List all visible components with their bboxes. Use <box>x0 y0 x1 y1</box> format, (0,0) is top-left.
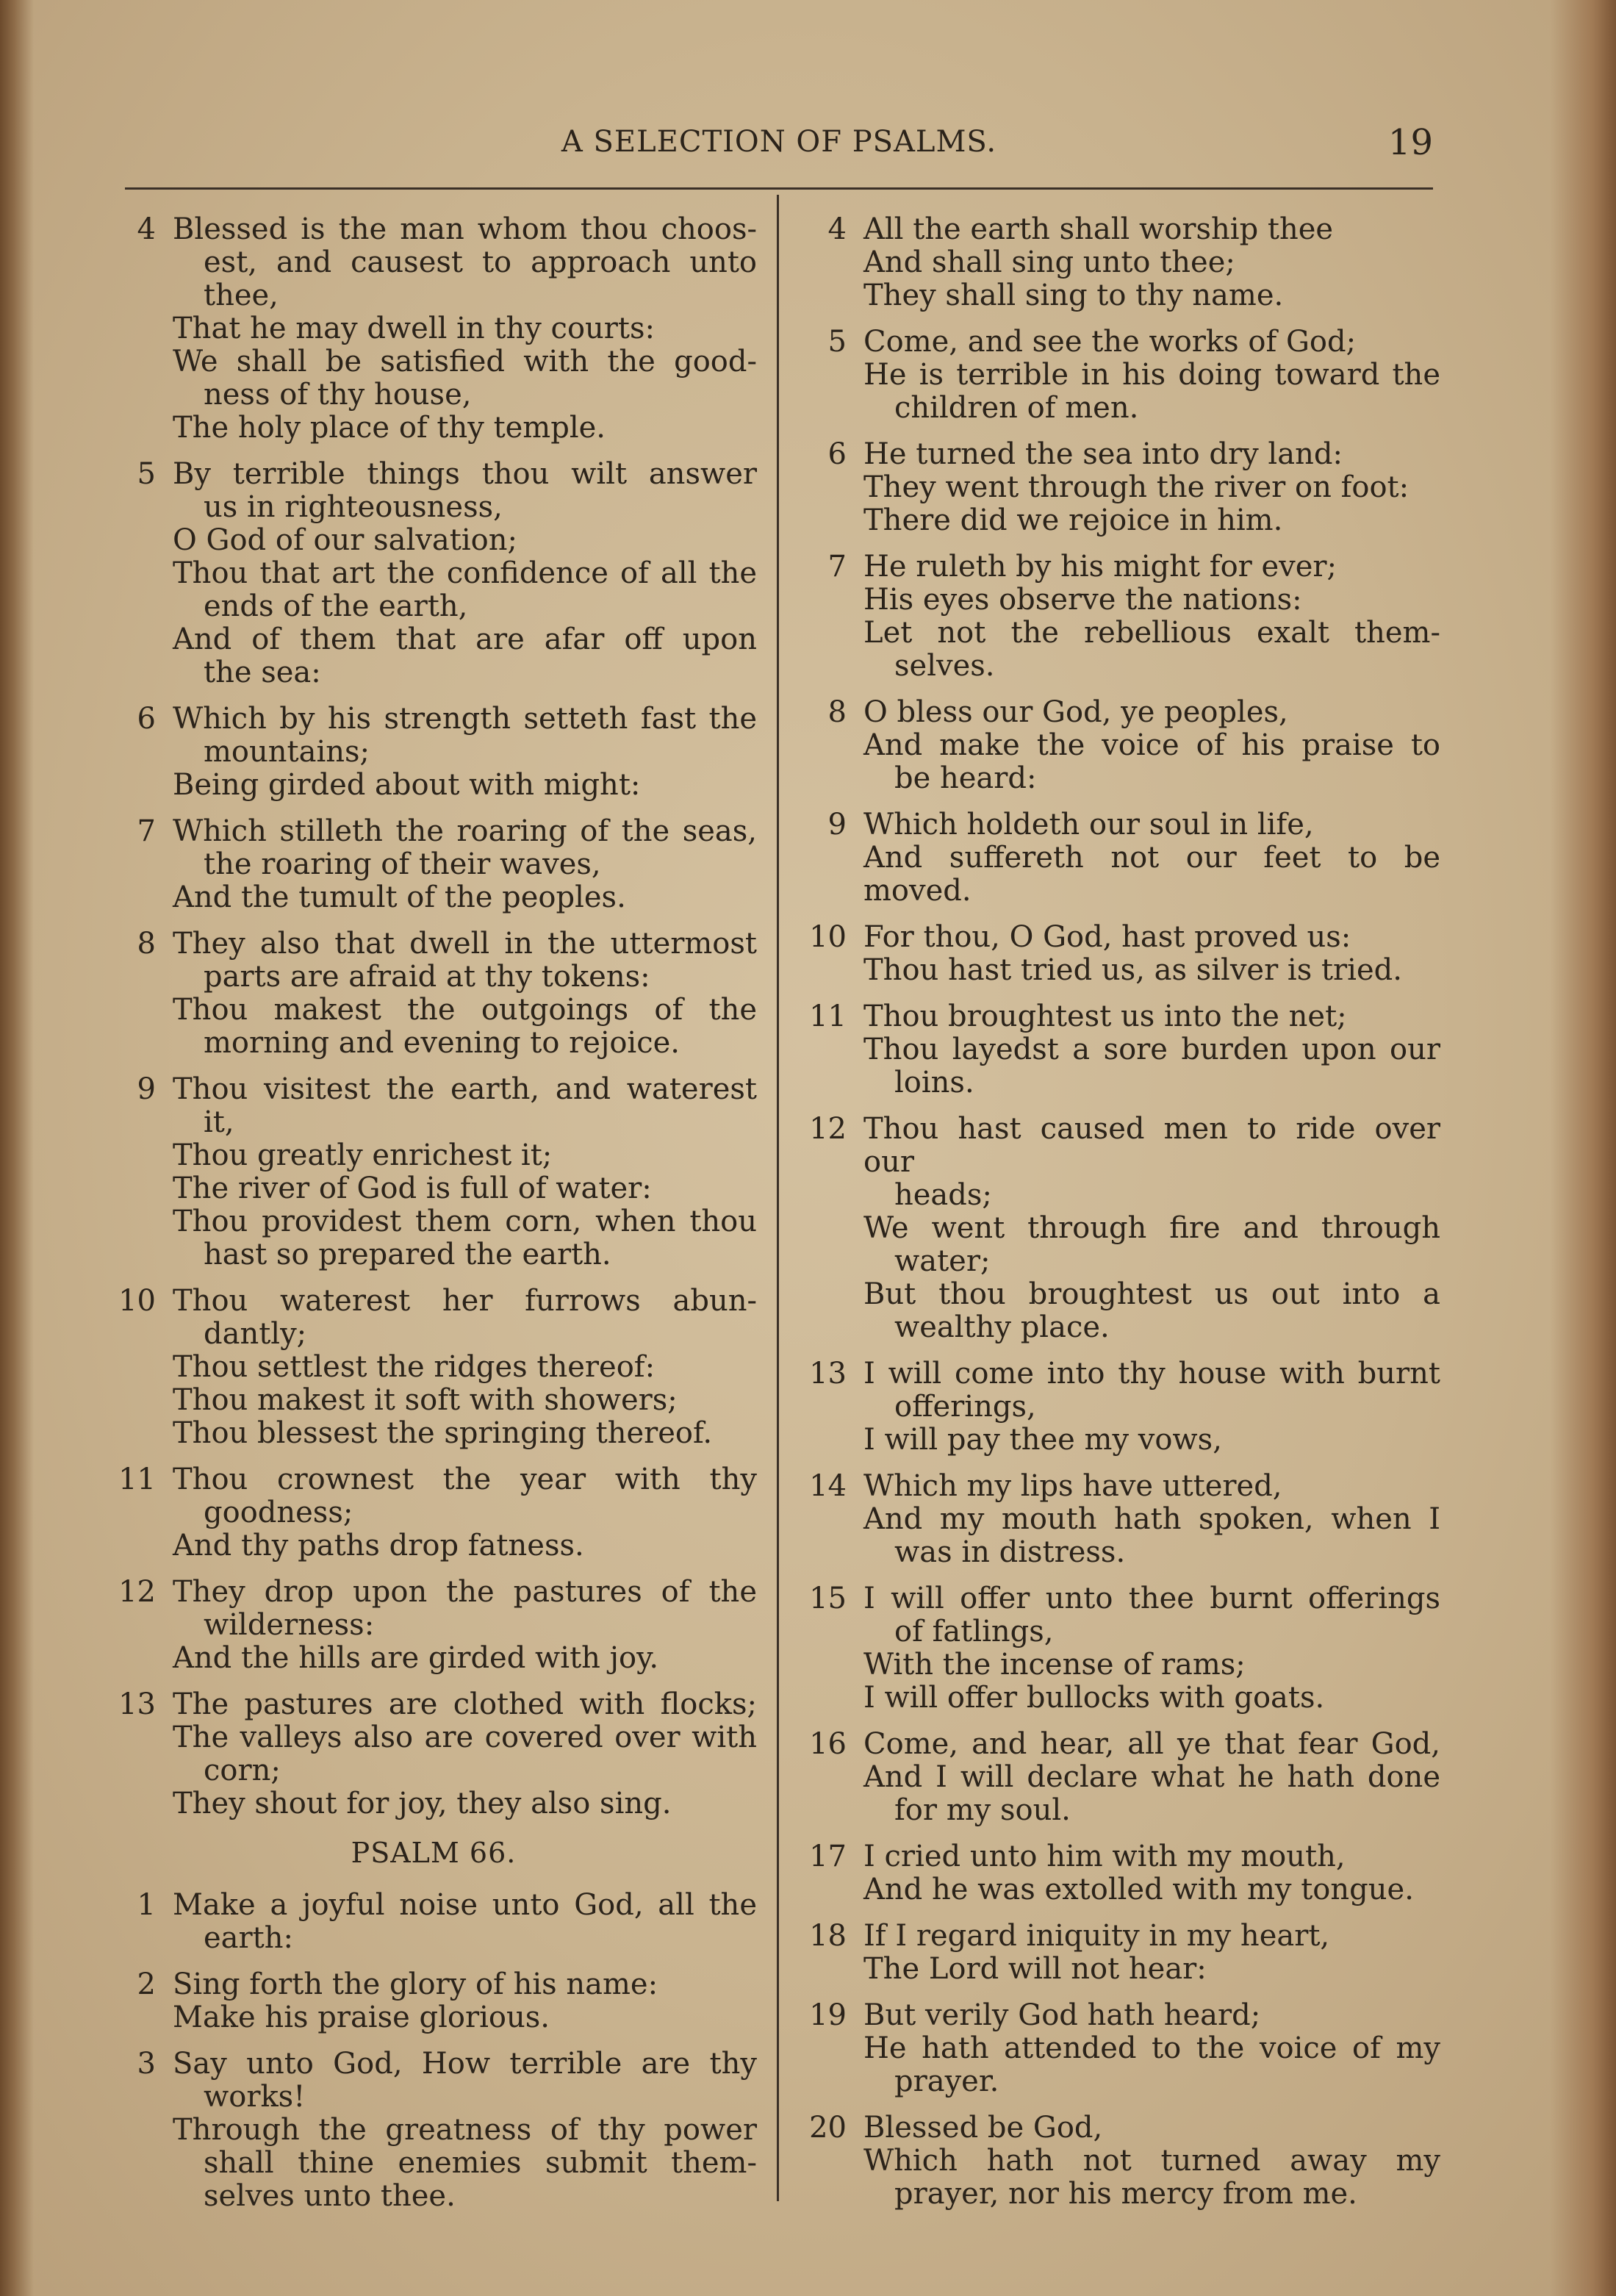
verse <box>801 326 1440 425</box>
verse-line: The pastures are clothed with flocks; <box>173 1687 757 1721</box>
verse-line: I will pay thee my vows, <box>863 1423 1222 1457</box>
verse-line: Let not the rebellious exalt them- <box>863 616 1440 650</box>
verse <box>801 696 1440 795</box>
verse-line: With the incense of rams; <box>863 1648 1246 1682</box>
verse-line: heads; <box>894 1178 992 1212</box>
verse-line: est, and causest to approach unto <box>204 245 757 279</box>
verse-number: 12 <box>118 1575 156 1609</box>
verse-line: us in righteousness, <box>204 490 503 524</box>
verse <box>110 213 757 445</box>
verse <box>801 2112 1440 2211</box>
verse-line: of fatlings, <box>894 1615 1054 1649</box>
verse-line: it, <box>204 1105 234 1139</box>
verse <box>801 438 1440 537</box>
verse-line: And shall sing unto thee; <box>863 245 1235 279</box>
verse-number: 11 <box>809 1000 847 1033</box>
verse <box>801 1000 1440 1099</box>
verse <box>801 550 1440 683</box>
verse-line: And make the voice of his praise to <box>863 728 1440 762</box>
verse-line: prayer, nor his mercy from me. <box>894 2177 1357 2211</box>
verse-line: If I regard iniquity in my heart, <box>863 1919 1330 1953</box>
verse-line: They also that dwell in the uttermost <box>173 927 757 961</box>
verse-line: Make a joyful noise unto God, all the <box>173 1888 757 1922</box>
verse-line: O God of our salvation; <box>173 523 517 557</box>
verse-line: dantly; <box>204 1317 307 1351</box>
verse-number: 3 <box>137 2047 156 2081</box>
verse-line: Which by his strength setteth fast the <box>173 702 757 736</box>
verse-line: goodness; <box>204 1496 353 1529</box>
verse-number: 8 <box>827 695 847 729</box>
verse-line: He turned the sea into dry land: <box>863 437 1343 471</box>
verse-line: shall thine enemies submit them- <box>204 2146 757 2180</box>
verse-line: I cried unto him with my mouth, <box>863 1840 1346 1873</box>
verse-line: Come, and see the works of God; <box>863 325 1357 359</box>
psalm-heading: PSALM 66. <box>351 1837 517 1869</box>
verse-line: I will come into thy house with burnt <box>863 1357 1440 1391</box>
verse-line: There did we rejoice in him. <box>863 503 1283 537</box>
verse-line: We shall be satisfied with the good- <box>173 345 757 379</box>
verse <box>110 1688 757 1820</box>
verse-line: Thou hast caused men to ride over our <box>863 1112 1440 1179</box>
verse-number: 6 <box>137 702 156 736</box>
verse-line: for my soul. <box>894 1793 1071 1827</box>
verse-line: They shall sing to thy name. <box>863 279 1284 312</box>
verse <box>801 1113 1440 1344</box>
verse-line: He hath attended to the voice of my <box>863 2031 1440 2065</box>
verse-line: They went through the river on foot: <box>863 470 1409 504</box>
page-header <box>125 122 1433 169</box>
verse-number: 11 <box>118 1463 156 1496</box>
psalm-66-verses <box>110 1889 757 2213</box>
verse-line: Sing forth the glory of his name: <box>173 1967 658 2001</box>
verse-line: And my mouth hath spoken, when I <box>863 1502 1440 1536</box>
verse-number: 20 <box>809 2111 847 2145</box>
verse-line: works! <box>204 2080 306 2114</box>
verse-line: Blessed be God, <box>863 2111 1103 2145</box>
verse <box>801 1728 1440 1827</box>
verse-number: 13 <box>118 1687 156 1721</box>
verse <box>110 2048 757 2213</box>
verse-line: selves. <box>894 649 995 683</box>
verse-line: earth: <box>204 1921 293 1955</box>
verse-line: hast so prepared the earth. <box>204 1238 611 1271</box>
verse-line: All the earth shall worship thee <box>863 212 1334 246</box>
verse-line: prayer. <box>894 2064 999 2098</box>
verse-line: But thou broughtest us out into a <box>863 1277 1440 1311</box>
verse-line: Say unto God, How terrible are thy <box>173 2047 757 2081</box>
verse-line: He ruleth by his might for ever; <box>863 550 1337 584</box>
verse-line: wilderness: <box>204 1608 375 1642</box>
verse-line: corn; <box>204 1754 281 1787</box>
verse-line: The Lord will not hear: <box>863 1952 1207 1986</box>
verse-line: wealthy place. <box>894 1310 1110 1344</box>
verse-line: Which hath not turned away my <box>863 2144 1440 2178</box>
verse-line: Which stilleth the roaring of the seas, <box>173 814 757 848</box>
verse-number: 19 <box>809 1998 847 2032</box>
verse-line: They drop upon the pastures of the <box>173 1575 757 1609</box>
verse-line: Thou makest it soft with showers; <box>173 1383 678 1417</box>
verse-line: That he may dwell in thy courts: <box>173 312 655 345</box>
column-divider <box>777 195 779 2201</box>
verse-number: 13 <box>809 1357 847 1391</box>
verse <box>801 921 1440 987</box>
verse-line: The holy place of thy temple. <box>173 411 606 445</box>
verse-line: And the tumult of the peoples. <box>173 880 626 914</box>
verse <box>110 458 757 689</box>
verse <box>801 1470 1440 1569</box>
verse-line: Being girded about with might: <box>173 768 641 802</box>
verse <box>110 1285 757 1450</box>
verse-number: 5 <box>827 325 847 359</box>
verse-line: be heard: <box>894 761 1037 795</box>
verse-line: I will offer bullocks with goats. <box>863 1681 1325 1715</box>
verse-line: Thou providest them corn, when thou <box>173 1205 757 1238</box>
verse <box>110 1463 757 1563</box>
verse-number: 10 <box>118 1284 156 1318</box>
header-rule <box>125 187 1433 190</box>
verse-line: Thou settlest the ridges thereof: <box>173 1350 656 1384</box>
verse-line: Thou visitest the earth, and waterest <box>173 1072 757 1106</box>
verse-number: 9 <box>137 1072 156 1106</box>
verse-line: The river of God is full of water: <box>173 1172 652 1205</box>
verse-number: 5 <box>137 457 156 491</box>
psalm-66-continued-verses <box>801 213 1440 2211</box>
verse-line: the sea: <box>204 656 321 689</box>
verse-line: Thou that art the confidence of all the <box>173 556 757 590</box>
verse <box>801 1999 1440 2098</box>
verse-line: And thy paths drop fatness. <box>173 1529 584 1563</box>
verse-number: 7 <box>137 814 156 848</box>
verse-line: By terrible things thou wilt answer <box>173 457 757 491</box>
verse-line: Thou waterest her furrows abun- <box>173 1284 757 1318</box>
verse-number: 10 <box>809 920 847 954</box>
verse-number: 1 <box>137 1888 156 1922</box>
verse-line: Thou layedst a sore burden upon our <box>863 1033 1440 1066</box>
verse-line: morning and evening to rejoice. <box>204 1026 680 1060</box>
verse-number: 9 <box>827 808 847 842</box>
verse-number: 7 <box>827 550 847 584</box>
verse-line: was in distress. <box>894 1535 1126 1569</box>
verse-line: the roaring of their waves, <box>204 847 601 881</box>
verse-line: Thou crownest the year with thy <box>173 1463 757 1496</box>
verse-number: 4 <box>137 212 156 246</box>
verse-line: Thou broughtest us into the net; <box>863 1000 1347 1033</box>
verse-line: Which holdeth our soul in life, <box>863 808 1314 842</box>
verse-number: 17 <box>809 1840 847 1873</box>
verse <box>801 808 1440 908</box>
verse-line: selves unto thee. <box>204 2179 456 2213</box>
verse-line: Thou makest the outgoings of the <box>173 993 757 1027</box>
verse-line: thee, <box>204 279 279 312</box>
verse-line: For thou, O God, hast proved us: <box>863 920 1351 954</box>
verse <box>110 1576 757 1675</box>
verse-line: But verily God hath heard; <box>863 1998 1261 2032</box>
left-column <box>110 213 757 2226</box>
verse-number: 4 <box>827 212 847 246</box>
verse-line: He is terrible in his doing toward the <box>863 358 1440 392</box>
verse-number: 6 <box>827 437 847 471</box>
verse-line: And of them that are afar off upon <box>173 623 757 656</box>
verse-line: Thou hast tried us, as silver is tried. <box>863 953 1402 987</box>
verse <box>110 1073 757 1271</box>
verse-line: The valleys also are covered over with <box>173 1721 757 1754</box>
verse-line: Thou greatly enrichest it; <box>173 1138 553 1172</box>
verse-line: children of men. <box>894 391 1139 425</box>
verse-line: water; <box>894 1244 991 1278</box>
verse-line: O bless our God, ye peoples, <box>863 695 1288 729</box>
verse-line: And suffereth not our feet to be moved. <box>863 841 1440 908</box>
verse-line: Which my lips have uttered, <box>863 1469 1282 1503</box>
verse-line: mountains; <box>204 735 370 769</box>
verse-line: Through the greatness of thy power <box>173 2113 757 2147</box>
verse <box>110 1889 757 1955</box>
verse-line: ends of the earth, <box>204 589 468 623</box>
verse-line: loins. <box>894 1066 974 1099</box>
verse <box>801 1920 1440 1986</box>
verse-line: And the hills are girded with joy. <box>173 1641 659 1675</box>
page-number: 19 <box>1387 122 1433 163</box>
verse-line: ness of thy house, <box>204 378 472 412</box>
running-title: A SELECTION OF PSALMS. <box>561 125 997 159</box>
verse-line: And he was extolled with my tongue. <box>863 1873 1414 1906</box>
psalm-65-verses <box>110 213 757 1820</box>
verse-line: And I will declare what he hath done <box>863 1760 1440 1794</box>
verse-line: offerings, <box>894 1390 1036 1424</box>
verse-line: Make his praise glorious. <box>173 2001 550 2034</box>
verse <box>801 1357 1440 1457</box>
verse <box>801 213 1440 312</box>
verse-line: parts are afraid at thy tokens: <box>204 960 650 994</box>
verse-number: 2 <box>137 1967 156 2001</box>
verse-number: 16 <box>809 1727 847 1761</box>
verse <box>110 928 757 1060</box>
right-column <box>801 213 1440 2224</box>
verse <box>801 1582 1440 1715</box>
verse-number: 15 <box>809 1582 847 1615</box>
verse-number: 14 <box>809 1469 847 1503</box>
verse <box>110 1968 757 2034</box>
verse <box>110 703 757 802</box>
verse-number: 18 <box>809 1919 847 1953</box>
verse-line: We went through fire and through <box>863 1211 1440 1245</box>
verse-number: 8 <box>137 927 156 961</box>
verse-line: Blessed is the man whom thou choos- <box>173 212 757 246</box>
verse-line: Thou blessest the springing thereof. <box>173 1416 713 1450</box>
verse <box>110 815 757 914</box>
verse-line: I will offer unto thee burnt offerings <box>863 1582 1440 1615</box>
verse-number: 12 <box>809 1112 847 1146</box>
verse-line: His eyes observe the nations: <box>863 583 1302 617</box>
verse <box>801 1840 1440 1906</box>
verse-line: They shout for joy, they also sing. <box>173 1787 672 1820</box>
verse-line: Come, and hear, all ye that fear God, <box>863 1727 1440 1761</box>
